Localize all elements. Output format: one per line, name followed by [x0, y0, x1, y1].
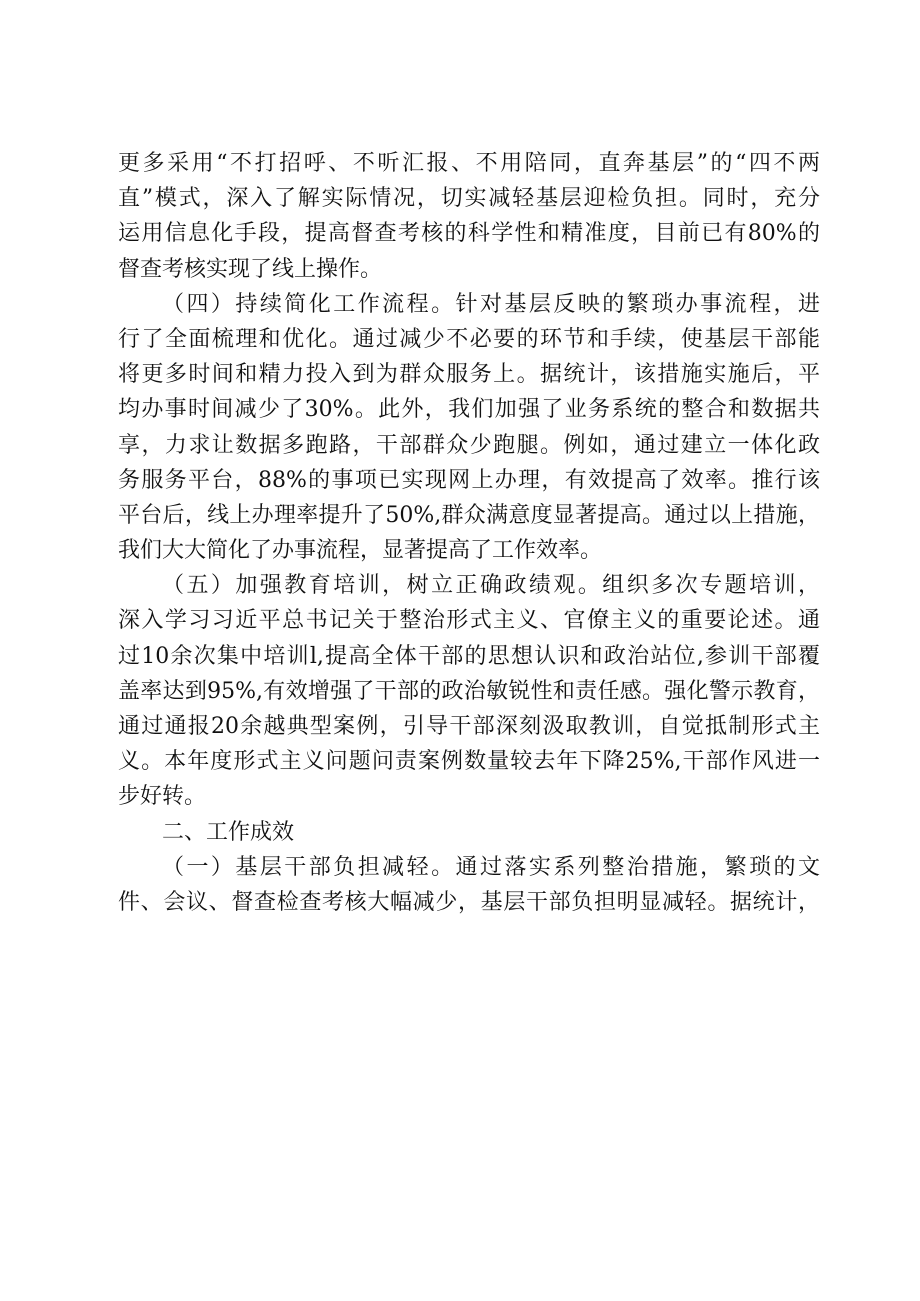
paragraph-line: 将更多时间和精力投入到为群众服务上。据统计，该措施实施后，平: [118, 362, 820, 388]
paragraph-line: 行了全面梳理和优化。通过减少不必要的环节和手续，使基层干部能: [118, 326, 820, 352]
paragraph-line: 均办事时间减少了30%。此外，我们加强了业务系统的整合和数据共: [118, 397, 820, 423]
paragraph-line: 义。本年度形式主义问题问责案例数量较去年下降25%,干部作风进一: [118, 749, 820, 775]
paragraph-line: 过10余次集中培训l,提高全体干部的思想认识和政治站位,参训干部覆: [118, 643, 820, 669]
section-heading: 二、工作成效: [162, 819, 295, 845]
paragraph-line: 享，力求让数据多跑路，干部群众少跑腿。例如，通过建立一体化政: [118, 432, 820, 458]
paragraph-line: 平台后，线上办理率提升了50%,群众满意度显著提高。通过以上措施，: [118, 502, 820, 528]
paragraph-line: 步好转。: [118, 784, 207, 810]
paragraph-line: （一）基层干部负担减轻。通过落实系列整治措施，繁琐的文: [162, 854, 820, 880]
paragraph-line: 通过通报20余越典型案例，引导干部深刻汲取教训，自觉抵制形式主: [118, 714, 820, 739]
document-body: [118, 146, 820, 920]
paragraph-line: 深入学习习近平总书记关于整治形式主义、官僚主义的重要论述。通: [118, 608, 820, 634]
paragraph-line: （五）加强教育培训，树立正确政绩观。组织多次专题培训，: [162, 573, 820, 599]
paragraph-line: 务服务平台，88%的事项已实现网上办理，有效提高了效率。推行该: [118, 467, 820, 493]
paragraph-line: 运用信息化手段，提高督查考核的科学性和精准度，目前已有80%的: [118, 221, 820, 247]
paragraph-line: 直”模式，深入了解实际情况，切实减轻基层迎检负担。同时，充分: [118, 186, 820, 212]
paragraph-line: 盖率达到95%,有效增强了干部的政治敏锐性和责任感。强化警示教育，: [118, 678, 820, 704]
paragraph-line: 更多采用“不打招呼、不听汇报、不用陪同，直奔基层”的“四不两: [118, 151, 820, 176]
paragraph-line: 件、会议、督查检查考核大幅减少，基层干部负担明显减轻。据统计，: [118, 889, 820, 915]
paragraph-line: 我们大大简化了办事流程，显著提高了工作效率。: [118, 538, 603, 564]
paragraph-line: （四）持续简化工作流程。针对基层反映的繁琐办事流程，进: [162, 291, 820, 317]
paragraph-line: 督查考核实现了线上操作。: [118, 256, 383, 282]
